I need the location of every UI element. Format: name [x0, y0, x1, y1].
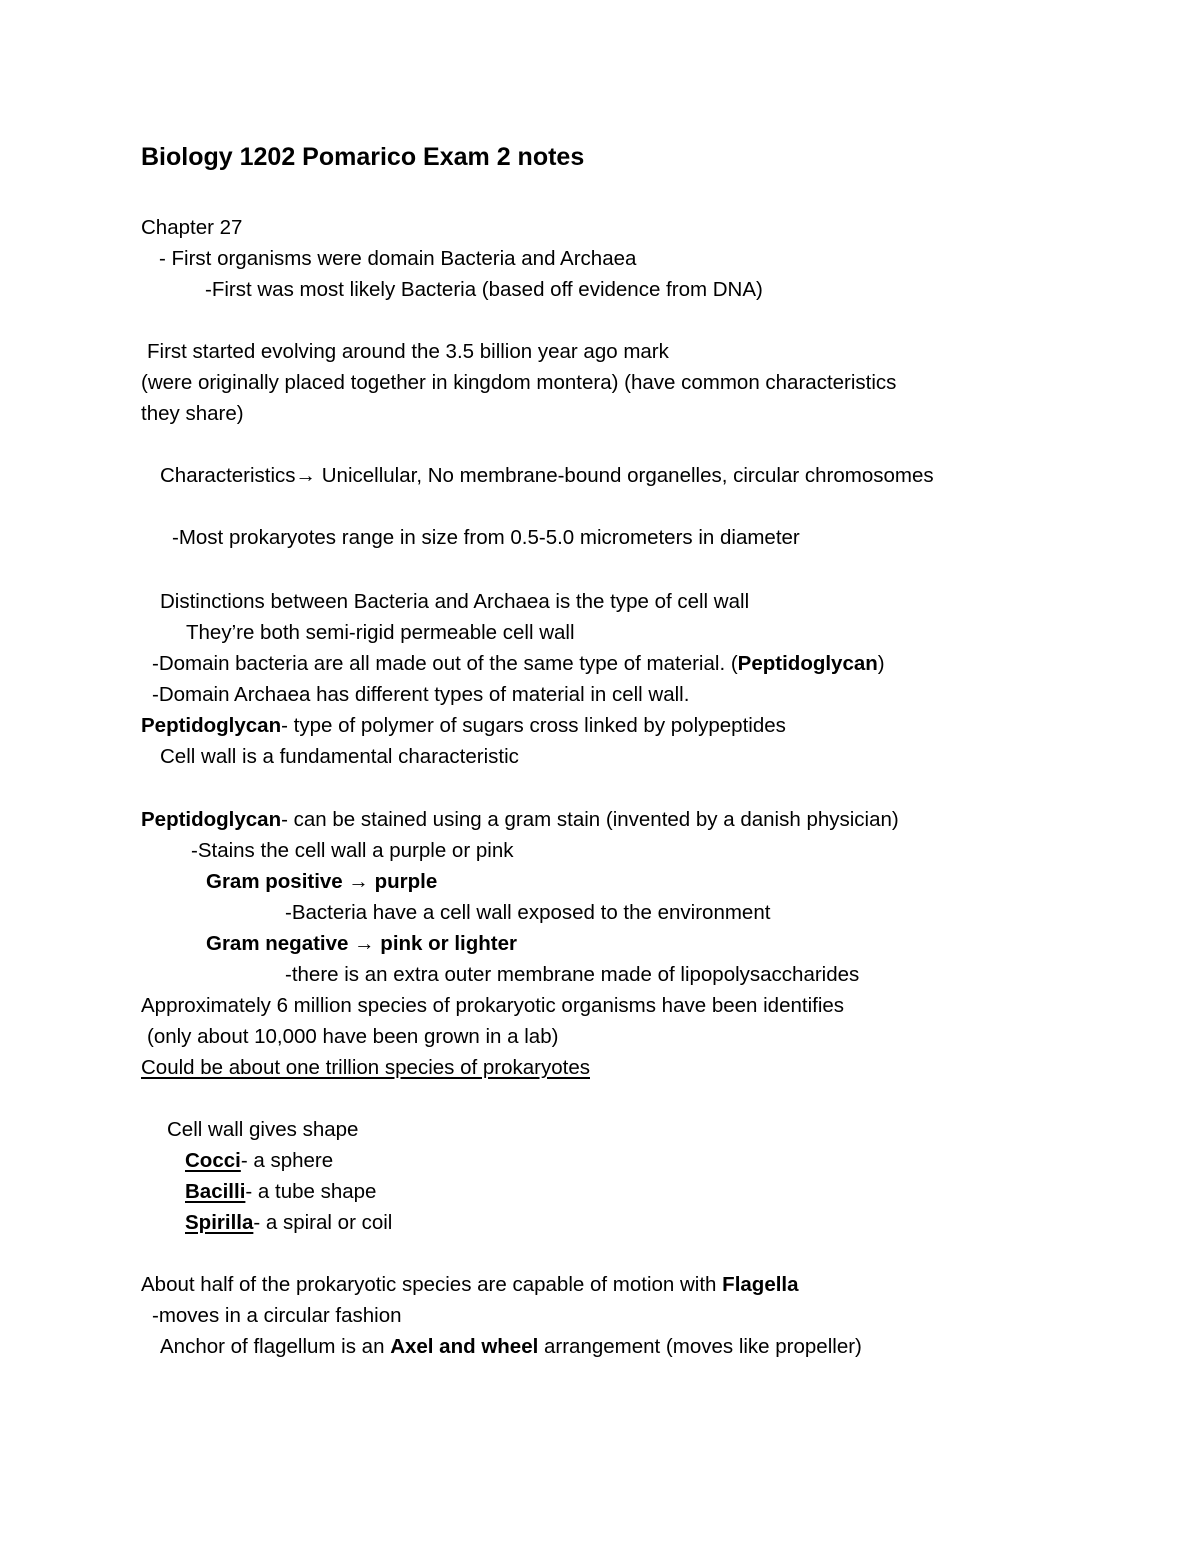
- term-bacilli: Bacilli: [185, 1180, 246, 1203]
- shape-item-bacilli: [185, 1178, 376, 1206]
- shape-item-spirilla: [185, 1209, 392, 1237]
- gram-positive-heading: Gram positive → purple: [206, 870, 438, 893]
- note-line: [152, 650, 885, 678]
- note-text: Anchor of flagellum is an: [160, 1335, 391, 1358]
- page-title: Biology 1202 Pomarico Exam 2 notes: [141, 143, 585, 171]
- note-line: [141, 1271, 799, 1299]
- term-peptidoglycan: Peptidoglycan: [141, 808, 282, 831]
- note-line: First started evolving around the 3.5 billion year ago mark: [147, 340, 669, 363]
- gram-negative-heading: Gram negative → pink or lighter: [206, 932, 517, 955]
- note-line: [141, 712, 786, 740]
- note-text: - can be stained using a gram stain (invented by a danish physician): [281, 808, 899, 831]
- note-line: - First organisms were domain Bacteria and Archaea: [159, 247, 637, 270]
- term-flagella: Flagella: [722, 1273, 799, 1296]
- term-axel-and-wheel: Axel and wheel: [390, 1335, 539, 1358]
- term-cocci: Cocci: [185, 1149, 241, 1172]
- shape-item-cocci: [185, 1147, 333, 1175]
- note-line: Distinctions between Bacteria and Archaea is the type of cell wall: [160, 590, 750, 613]
- note-line: [160, 1333, 862, 1361]
- term-peptidoglycan: Peptidoglycan: [141, 714, 282, 737]
- note-line: -Bacteria have a cell wall exposed to the environment: [285, 901, 771, 924]
- note-line: -Most prokaryotes range in size from 0.5-5.0 micrometers in diameter: [172, 526, 800, 549]
- note-line: [141, 806, 899, 834]
- note-line: Cell wall gives shape: [167, 1118, 359, 1141]
- note-text: About half of the prokaryotic species are capable of motion with: [141, 1273, 723, 1296]
- note-line: -moves in a circular fashion: [152, 1304, 402, 1327]
- note-line: (only about 10,000 have been grown in a lab): [147, 1025, 559, 1048]
- underlined-note: Could be about one trillion species of prokaryotes: [141, 1056, 590, 1079]
- note-line: -there is an extra outer membrane made of lipopolysaccharides: [285, 963, 860, 986]
- note-text: - a spiral or coil: [253, 1211, 393, 1234]
- note-text: ): [877, 652, 885, 675]
- note-text: arrangement (moves like propeller): [538, 1335, 862, 1358]
- note-line: Approximately 6 million species of prokaryotic organisms have been identifies: [141, 994, 845, 1017]
- term-peptidoglycan: Peptidoglycan: [737, 652, 878, 675]
- note-line: -Domain Archaea has different types of material in cell wall.: [152, 683, 690, 706]
- note-text: - a sphere: [240, 1149, 334, 1172]
- note-line: Cell wall is a fundamental characteristic: [160, 745, 519, 768]
- note-text: - a tube shape: [245, 1180, 377, 1203]
- note-line: (were originally placed together in kingdom montera) (have common characteristics: [141, 371, 897, 394]
- note-line: -First was most likely Bacteria (based off evidence from DNA): [205, 278, 763, 301]
- chapter-heading: Chapter 27: [141, 216, 243, 239]
- note-line: they share): [141, 402, 244, 425]
- note-line: -Stains the cell wall a purple or pink: [191, 839, 514, 862]
- note-text: -Domain bacteria are all made out of the same type of material. (: [152, 652, 738, 675]
- note-line: Characteristics→ Unicellular, No membrane-bound organelles, circular chromosomes: [160, 464, 934, 487]
- note-line: They’re both semi-rigid permeable cell wall: [186, 621, 575, 644]
- term-spirilla: Spirilla: [185, 1211, 254, 1234]
- note-text: - type of polymer of sugars cross linked by polypeptides: [281, 714, 786, 737]
